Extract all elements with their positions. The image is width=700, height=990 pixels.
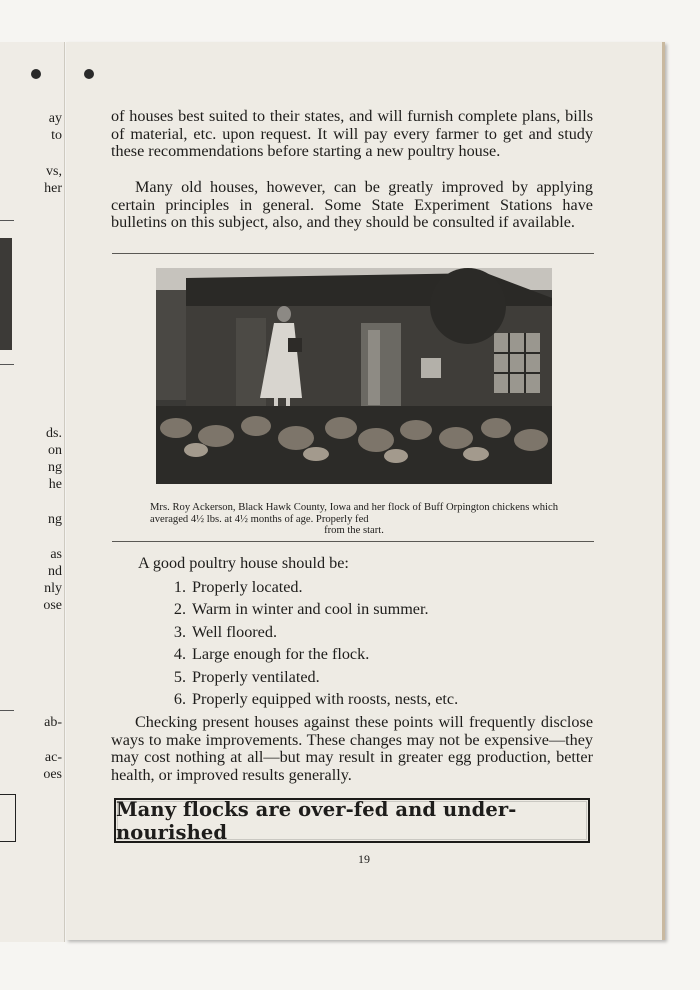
left-text-fragment: ac- [44, 750, 62, 765]
left-text-fragment: vs, [46, 164, 62, 179]
page-number: 19 [358, 852, 370, 866]
list-item: 4. Large enough for the flock. [173, 645, 370, 664]
list-intro: A good poultry house should be: [138, 554, 349, 572]
left-text-fragment: ab- [44, 715, 62, 730]
left-text-fragment: nly [44, 581, 62, 596]
left-facing-page [0, 42, 65, 942]
left-text-fragment: to [51, 128, 62, 143]
paragraph-houses: of houses best suited to their states, and will furnish complete plans, bills of material, etc. upon request. It will pay every farmer to get and study these recommendations before starting a new poultry house. [111, 107, 593, 161]
left-callout-box-fragment [0, 794, 16, 842]
left-text-fragment: as [50, 547, 62, 562]
binding-hole [84, 69, 94, 79]
list-item: 2. Warm in winter and cool in summer. [173, 600, 429, 619]
paragraph-checking: Checking present houses against these points will frequently disclose ways to make improvements. These changes may not be expensive—they may cost nothing at all—but may result in greater egg production, better health, or improved results generally. [111, 713, 593, 784]
binding-hole [31, 69, 41, 79]
left-divider [0, 710, 14, 711]
left-divider [0, 364, 14, 365]
booklet-page [66, 42, 665, 940]
left-text-fragment: ng [48, 512, 62, 527]
list-item: 5. Properly ventilated. [173, 667, 320, 686]
left-text-fragment: her [44, 181, 62, 196]
left-text-fragment: ng [48, 460, 62, 475]
left-text-fragment: on [48, 443, 62, 458]
left-text-fragment: ds. [46, 426, 62, 441]
left-text-fragment: he [48, 477, 62, 492]
divider-rule [112, 253, 594, 254]
left-photo-fragment [0, 238, 12, 350]
photo-caption-main: Mrs. Roy Ackerson, Black Hawk County, Iowa and her flock of Buff Orpington chickens which averaged 4½ lbs. at 4½ months of age. Properly fed [150, 502, 558, 525]
left-text-fragment: oes [43, 767, 62, 782]
left-text-fragment: ay [48, 111, 62, 126]
photo-caption-last: from the start. [324, 525, 384, 536]
photo-caption [150, 502, 558, 537]
left-divider [0, 220, 14, 221]
photo-illustration [156, 268, 552, 484]
divider-rule [112, 541, 594, 542]
list-item: 1. Properly located. [173, 578, 303, 596]
left-text-fragment: ose [43, 598, 62, 613]
list-item: 3. Well floored. [173, 622, 277, 641]
callout-box: Many flocks are over-fed and under-nourished [114, 798, 590, 843]
paragraph-old-houses: Many old houses, however, can be greatly improved by applying certain principles in general. Some State Experiment Stations have bulletins on this subject, also, and they should be consulted if available. [111, 178, 593, 232]
list-item: 6. Properly equipped with roosts, nests, etc. [173, 690, 459, 709]
requirements-list [159, 576, 458, 710]
photo-woman-with-chickens [156, 268, 552, 484]
left-text-fragment: nd [48, 564, 62, 579]
